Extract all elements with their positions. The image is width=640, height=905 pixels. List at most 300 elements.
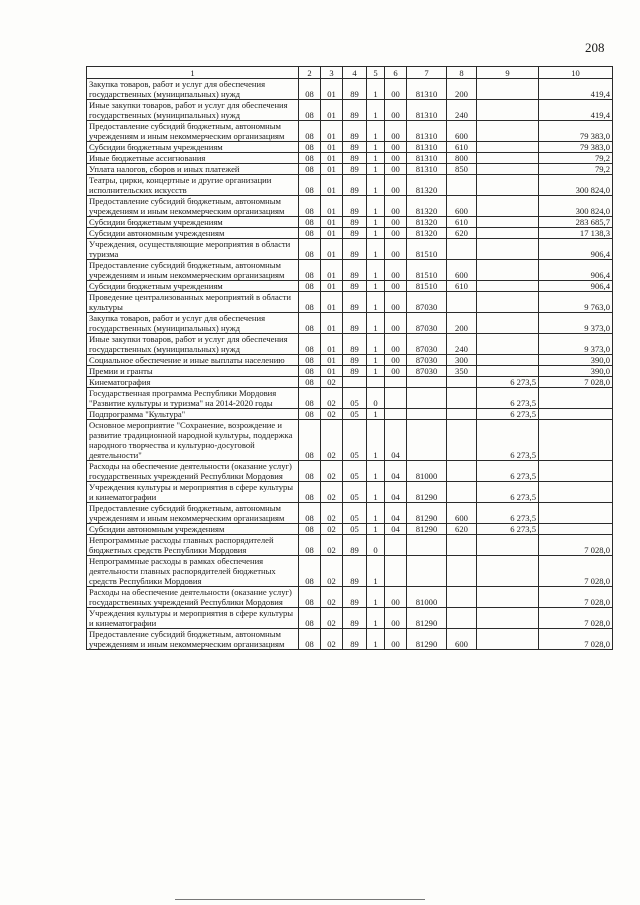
direction-code: 81310 [407,164,447,175]
row-name: Иные закупки товаров, работ и услуг для обеспечения государственных (муниципальных) нужд [87,100,299,121]
activity-code [385,535,407,556]
direction-code: 81320 [407,228,447,239]
subsection-code: 01 [321,334,343,355]
amount-col9 [477,334,539,355]
program-code: 89 [343,556,367,587]
row-name: Государственная программа Республики Мордовия "Развитие культуры и туризма" на 2014-2020 годы [87,388,299,409]
amount-col9 [477,79,539,100]
subprogram-code: 1 [367,292,385,313]
section-code: 08 [299,629,321,650]
activity-code: 00 [385,313,407,334]
program-code: 89 [343,79,367,100]
amount-col10: 419,4 [539,79,613,100]
direction-code: 81290 [407,524,447,535]
column-header: 4 [343,67,367,79]
program-code: 89 [343,587,367,608]
amount-col9 [477,292,539,313]
subprogram-code: 1 [367,281,385,292]
subsection-code: 01 [321,79,343,100]
row-name: Предоставление субсидий бюджетным, автономным учреждениям и иным некоммерческим организациям [87,121,299,142]
program-code: 89 [343,281,367,292]
program-code: 89 [343,334,367,355]
budget-table [86,66,613,650]
subprogram-code: 1 [367,409,385,420]
table-row [87,79,613,100]
subsection-code: 02 [321,608,343,629]
table-row [87,535,613,556]
activity-code: 00 [385,100,407,121]
direction-code [407,556,447,587]
amount-col9: 6 273,5 [477,503,539,524]
subprogram-code: 1 [367,608,385,629]
section-code: 08 [299,228,321,239]
table-row [87,313,613,334]
activity-code: 00 [385,164,407,175]
row-name: Субсидии автономным учреждениям [87,228,299,239]
amount-col10: 283 685,7 [539,217,613,228]
subsection-code: 01 [321,313,343,334]
row-name: Уплата налогов, сборов и иных платежей [87,164,299,175]
program-code: 89 [343,142,367,153]
table-row [87,503,613,524]
program-code: 89 [343,100,367,121]
table-row [87,608,613,629]
section-code: 08 [299,524,321,535]
direction-code: 81310 [407,100,447,121]
section-code: 08 [299,313,321,334]
expense-type-code [447,608,477,629]
subsection-code: 02 [321,482,343,503]
expense-type-code [447,175,477,196]
expense-type-code: 200 [447,79,477,100]
section-code: 08 [299,79,321,100]
amount-col9 [477,281,539,292]
row-name: Расходы на обеспечение деятельности (оказание услуг) государственных учреждений Республики Мордовия [87,587,299,608]
section-code: 08 [299,366,321,377]
subprogram-code: 1 [367,153,385,164]
row-name: Учреждения культуры и мероприятия в сфере культуры и кинематографии [87,608,299,629]
subprogram-code: 1 [367,461,385,482]
amount-col9 [477,164,539,175]
table-row [87,461,613,482]
direction-code [407,535,447,556]
direction-code [407,409,447,420]
table-row [87,153,613,164]
subprogram-code: 1 [367,334,385,355]
column-header: 10 [539,67,613,79]
amount-col10: 79 383,0 [539,142,613,153]
subsection-code: 02 [321,388,343,409]
table-row [87,217,613,228]
section-code: 08 [299,334,321,355]
direction-code: 81290 [407,503,447,524]
column-header: 1 [87,67,299,79]
activity-code: 04 [385,482,407,503]
subsection-code: 01 [321,292,343,313]
section-code: 08 [299,377,321,388]
amount-col9: 6 273,5 [477,377,539,388]
amount-col10 [539,388,613,409]
expense-type-code: 620 [447,228,477,239]
subprogram-code: 1 [367,587,385,608]
section-code: 08 [299,388,321,409]
activity-code: 00 [385,334,407,355]
table-row [87,556,613,587]
subprogram-code: 1 [367,366,385,377]
expense-type-code: 620 [447,524,477,535]
subsection-code: 02 [321,629,343,650]
subsection-code: 01 [321,281,343,292]
row-name: Премии и гранты [87,366,299,377]
amount-col10: 7 028,0 [539,377,613,388]
program-code: 05 [343,461,367,482]
amount-col9 [477,100,539,121]
program-code: 89 [343,228,367,239]
amount-col9: 6 273,5 [477,420,539,461]
row-name: Предоставление субсидий бюджетным, автономным учреждениям и иным некоммерческим организациям [87,196,299,217]
subprogram-code [367,377,385,388]
table-row [87,420,613,461]
program-code: 89 [343,217,367,228]
table-body [87,79,613,650]
direction-code: 81290 [407,608,447,629]
activity-code [385,377,407,388]
amount-col9 [477,142,539,153]
program-code: 05 [343,388,367,409]
row-name: Основное мероприятие "Сохранение, возрождение и развитие традиционной народной культуры, поддержка народного творчества и культурно-досуговой деятельности" [87,420,299,461]
amount-col9 [477,196,539,217]
subsection-code: 01 [321,355,343,366]
subprogram-code: 0 [367,388,385,409]
column-header: 2 [299,67,321,79]
subprogram-code: 1 [367,556,385,587]
subprogram-code: 1 [367,239,385,260]
amount-col9 [477,629,539,650]
program-code: 89 [343,629,367,650]
amount-col9 [477,228,539,239]
subprogram-code: 1 [367,217,385,228]
program-code: 05 [343,503,367,524]
program-code: 89 [343,175,367,196]
activity-code: 00 [385,366,407,377]
section-code: 08 [299,217,321,228]
expense-type-code: 600 [447,121,477,142]
section-code: 08 [299,164,321,175]
subsection-code: 01 [321,196,343,217]
row-name: Учреждения, осуществляющие мероприятия в области туризма [87,239,299,260]
direction-code: 87030 [407,366,447,377]
subsection-code: 02 [321,461,343,482]
expense-type-code [447,420,477,461]
section-code: 08 [299,196,321,217]
activity-code [385,388,407,409]
program-code: 05 [343,482,367,503]
direction-code: 87030 [407,355,447,366]
activity-code: 00 [385,142,407,153]
amount-col10: 7 028,0 [539,587,613,608]
footer-divider [175,899,425,900]
table-row [87,377,613,388]
amount-col10: 906,4 [539,260,613,281]
amount-col10: 79 383,0 [539,121,613,142]
activity-code: 00 [385,355,407,366]
section-code: 08 [299,503,321,524]
subprogram-code: 1 [367,482,385,503]
subsection-code: 01 [321,217,343,228]
direction-code: 81320 [407,217,447,228]
subsection-code: 02 [321,503,343,524]
direction-code: 81510 [407,239,447,260]
direction-code: 81310 [407,142,447,153]
table-row [87,355,613,366]
section-code: 08 [299,239,321,260]
subprogram-code: 1 [367,503,385,524]
table-row [87,629,613,650]
section-code: 08 [299,142,321,153]
section-code: 08 [299,175,321,196]
expense-type-code: 850 [447,164,477,175]
expense-type-code [447,239,477,260]
program-code: 89 [343,366,367,377]
subprogram-code: 1 [367,175,385,196]
direction-code [407,377,447,388]
activity-code: 04 [385,503,407,524]
section-code: 08 [299,420,321,461]
subsection-code: 01 [321,153,343,164]
activity-code [385,409,407,420]
row-name: Непрограммные расходы в рамках обеспечения деятельности главных распорядителей бюджетных средств Республики Мордовия [87,556,299,587]
subsection-code: 02 [321,556,343,587]
program-code [343,377,367,388]
subsection-code: 01 [321,366,343,377]
activity-code: 04 [385,461,407,482]
direction-code [407,388,447,409]
activity-code: 00 [385,260,407,281]
section-code: 08 [299,281,321,292]
amount-col10: 7 028,0 [539,608,613,629]
activity-code: 00 [385,228,407,239]
subprogram-code: 1 [367,260,385,281]
amount-col10: 419,4 [539,100,613,121]
direction-code: 81320 [407,175,447,196]
activity-code: 00 [385,153,407,164]
table-row [87,281,613,292]
amount-col10 [539,461,613,482]
expense-type-code [447,482,477,503]
subsection-code: 02 [321,409,343,420]
amount-col10: 79,2 [539,153,613,164]
expense-type-code [447,535,477,556]
subsection-code: 02 [321,524,343,535]
section-code: 08 [299,260,321,281]
activity-code: 00 [385,281,407,292]
amount-col10: 906,4 [539,239,613,260]
table-row [87,196,613,217]
program-code: 89 [343,164,367,175]
section-code: 08 [299,121,321,142]
row-name: Кинематография [87,377,299,388]
column-header: 7 [407,67,447,79]
direction-code [407,420,447,461]
row-name: Проведение централизованных мероприятий в области культуры [87,292,299,313]
amount-col9 [477,366,539,377]
amount-col9: 6 273,5 [477,461,539,482]
direction-code: 87030 [407,334,447,355]
amount-col10: 7 028,0 [539,556,613,587]
subprogram-code: 1 [367,420,385,461]
subprogram-code: 1 [367,164,385,175]
section-code: 08 [299,482,321,503]
row-name: Непрограммные расходы главных распорядителей бюджетных средств Республики Мордовия [87,535,299,556]
amount-col9: 6 273,5 [477,409,539,420]
activity-code: 04 [385,420,407,461]
amount-col9: 6 273,5 [477,388,539,409]
amount-col10: 9 763,0 [539,292,613,313]
table-row [87,175,613,196]
amount-col9: 6 273,5 [477,524,539,535]
amount-col10: 9 373,0 [539,334,613,355]
amount-col10 [539,420,613,461]
amount-col10: 390,0 [539,355,613,366]
direction-code: 81290 [407,629,447,650]
direction-code: 87030 [407,313,447,334]
section-code: 08 [299,355,321,366]
program-code: 05 [343,524,367,535]
subsection-code: 01 [321,100,343,121]
program-code: 89 [343,292,367,313]
activity-code: 00 [385,239,407,260]
program-code: 89 [343,239,367,260]
direction-code: 81310 [407,121,447,142]
subprogram-code: 1 [367,79,385,100]
direction-code: 81290 [407,482,447,503]
table-row [87,388,613,409]
program-code: 89 [343,313,367,334]
activity-code: 00 [385,292,407,313]
table-row [87,239,613,260]
subsection-code: 01 [321,228,343,239]
table-row [87,334,613,355]
subprogram-code: 1 [367,121,385,142]
expense-type-code [447,587,477,608]
activity-code: 00 [385,79,407,100]
section-code: 08 [299,100,321,121]
table-header-row [87,67,613,79]
subsection-code: 02 [321,535,343,556]
section-code: 08 [299,587,321,608]
subsection-code: 02 [321,420,343,461]
column-header: 3 [321,67,343,79]
row-name: Предоставление субсидий бюджетным, автономным учреждениям и иным некоммерческим организациям [87,503,299,524]
amount-col10: 79,2 [539,164,613,175]
section-code: 08 [299,153,321,164]
amount-col9 [477,153,539,164]
activity-code: 00 [385,175,407,196]
expense-type-code: 200 [447,313,477,334]
program-code: 89 [343,196,367,217]
row-name: Закупка товаров, работ и услуг для обеспечения государственных (муниципальных) нужд [87,79,299,100]
program-code: 89 [343,121,367,142]
direction-code: 81310 [407,79,447,100]
expense-type-code [447,556,477,587]
table-row [87,524,613,535]
activity-code: 00 [385,121,407,142]
table-row [87,260,613,281]
expense-type-code [447,377,477,388]
row-name: Подпрограмма "Культура" [87,409,299,420]
amount-col9 [477,239,539,260]
amount-col10: 906,4 [539,281,613,292]
direction-code: 81000 [407,461,447,482]
table-row [87,587,613,608]
row-name: Субсидии бюджетным учреждениям [87,281,299,292]
expense-type-code: 240 [447,334,477,355]
column-header: 9 [477,67,539,79]
expense-type-code: 610 [447,217,477,228]
expense-type-code [447,388,477,409]
amount-col10 [539,503,613,524]
amount-col9 [477,608,539,629]
column-header: 5 [367,67,385,79]
amount-col10: 300 824,0 [539,175,613,196]
subsection-code: 01 [321,239,343,260]
expense-type-code: 600 [447,503,477,524]
subsection-code: 01 [321,142,343,153]
amount-col10: 390,0 [539,366,613,377]
column-header: 8 [447,67,477,79]
amount-col9 [477,535,539,556]
table-row [87,292,613,313]
subprogram-code: 1 [367,524,385,535]
row-name: Театры, цирки, концертные и другие организации исполнительских искусств [87,175,299,196]
row-name: Социальное обеспечение и иные выплаты населению [87,355,299,366]
program-code: 89 [343,260,367,281]
row-name: Иные закупки товаров, работ и услуг для обеспечения государственных (муниципальных) нужд [87,334,299,355]
section-code: 08 [299,535,321,556]
expense-type-code [447,409,477,420]
amount-col9 [477,587,539,608]
direction-code: 81000 [407,587,447,608]
row-name: Субсидии автономным учреждениям [87,524,299,535]
expense-type-code: 350 [447,366,477,377]
subprogram-code: 1 [367,313,385,334]
activity-code: 00 [385,217,407,228]
amount-col10: 7 028,0 [539,629,613,650]
amount-col9 [477,121,539,142]
activity-code: 00 [385,608,407,629]
activity-code [385,556,407,587]
row-name: Предоставление субсидий бюджетным, автономным учреждениям и иным некоммерческим организациям [87,260,299,281]
amount-col9 [477,175,539,196]
expense-type-code [447,461,477,482]
expense-type-code: 240 [447,100,477,121]
program-code: 89 [343,153,367,164]
table-row [87,100,613,121]
amount-col10: 7 028,0 [539,535,613,556]
expense-type-code: 610 [447,142,477,153]
table-row [87,164,613,175]
row-name: Субсидии бюджетным учреждениям [87,142,299,153]
section-code: 08 [299,461,321,482]
direction-code: 81310 [407,153,447,164]
program-code: 05 [343,409,367,420]
expense-type-code: 600 [447,260,477,281]
expense-type-code: 600 [447,196,477,217]
amount-col10: 9 373,0 [539,313,613,334]
column-header: 6 [385,67,407,79]
subsection-code: 02 [321,587,343,608]
program-code: 89 [343,355,367,366]
